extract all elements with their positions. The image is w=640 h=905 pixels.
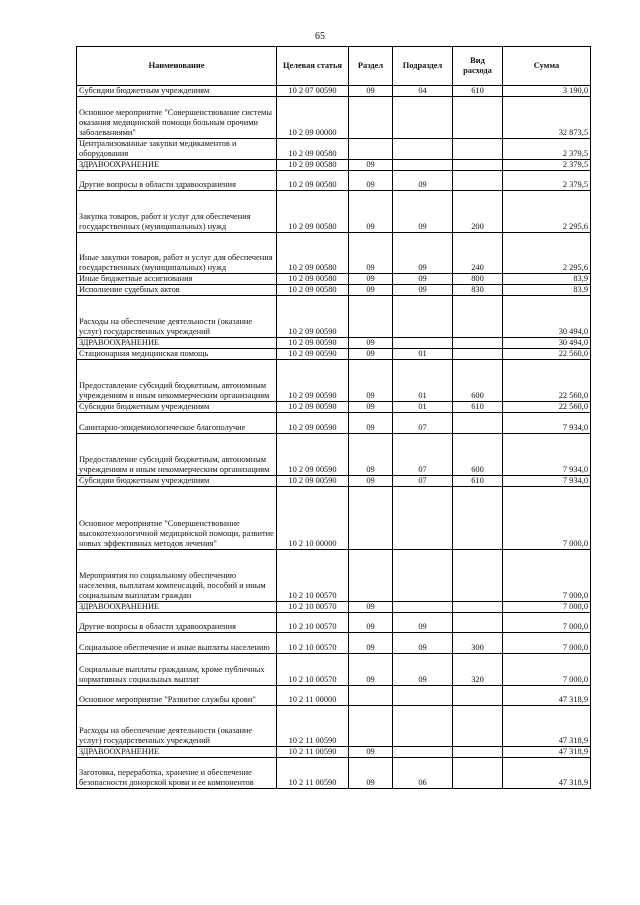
cell-type: 610 (453, 402, 503, 413)
table-row (77, 602, 591, 613)
cell-subsection: 01 (393, 402, 453, 413)
cell-type (453, 487, 503, 550)
cell-subsection: 07 (393, 413, 453, 434)
cell-target: 10 2 09 00580 (277, 233, 349, 274)
cell-target: 10 2 10 00570 (277, 602, 349, 613)
cell-section: 09 (349, 233, 393, 274)
cell-target: 10 2 09 00590 (277, 413, 349, 434)
cell-subsection: 09 (393, 233, 453, 274)
table-row (77, 338, 591, 349)
cell-sum: 7 000,0 (503, 487, 591, 550)
cell-sum: 22 560,0 (503, 349, 591, 360)
cell-target: 10 2 09 00590 (277, 296, 349, 338)
table-row (77, 233, 591, 274)
cell-section (349, 706, 393, 747)
cell-sum: 2 295,6 (503, 191, 591, 233)
cell-sum: 30 494,0 (503, 338, 591, 349)
cell-section: 09 (349, 191, 393, 233)
cell-target: 10 2 10 00570 (277, 550, 349, 602)
table-row (77, 360, 591, 402)
table-row (77, 160, 591, 171)
cell-subsection: 09 (393, 191, 453, 233)
cell-target: 10 2 07 00590 (277, 86, 349, 97)
cell-target: 10 2 11 00590 (277, 747, 349, 758)
cell-sum: 30 494,0 (503, 296, 591, 338)
cell-target: 10 2 09 00580 (277, 191, 349, 233)
cell-section: 09 (349, 360, 393, 402)
cell-subsection: 01 (393, 349, 453, 360)
cell-type (453, 349, 503, 360)
cell-subsection: 09 (393, 613, 453, 633)
cell-sum: 2 379,5 (503, 160, 591, 171)
cell-name: Другие вопросы в области здравоохранения (77, 613, 277, 633)
cell-sum: 83,9 (503, 274, 591, 285)
cell-name: Социальные выплаты гражданам, кроме публичных нормативных социальных выплат (77, 654, 277, 686)
table-row (77, 747, 591, 758)
cell-name: Санитарно-эпидемиологическое благополучие (77, 413, 277, 434)
cell-type (453, 706, 503, 747)
cell-sum: 47 318,9 (503, 686, 591, 706)
cell-name: Расходы на обеспечение деятельности (оказание услуг) государственных учреждений (77, 296, 277, 338)
table-row (77, 633, 591, 654)
cell-target: 10 2 10 00570 (277, 633, 349, 654)
cell-target: 10 2 09 00000 (277, 97, 349, 139)
cell-subsection (393, 602, 453, 613)
cell-target: 10 2 11 00590 (277, 758, 349, 789)
cell-type (453, 686, 503, 706)
cell-section: 09 (349, 613, 393, 633)
cell-section: 09 (349, 654, 393, 686)
cell-type: 600 (453, 360, 503, 402)
cell-type (453, 160, 503, 171)
cell-section (349, 97, 393, 139)
cell-section: 09 (349, 349, 393, 360)
cell-name: ЗДРАВООХРАНЕНИЕ (77, 160, 277, 171)
cell-subsection (393, 706, 453, 747)
cell-name: Основное мероприятие "Совершенствование системы оказания медицинской помощи больным прочими заболеваниями" (77, 97, 277, 139)
cell-section (349, 487, 393, 550)
table-row (77, 613, 591, 633)
table-row (77, 139, 591, 160)
cell-subsection: 09 (393, 274, 453, 285)
cell-subsection (393, 296, 453, 338)
cell-section: 09 (349, 274, 393, 285)
column-header-subsection: Подраздел (393, 47, 453, 86)
cell-type: 610 (453, 86, 503, 97)
cell-sum: 47 318,9 (503, 706, 591, 747)
cell-type (453, 97, 503, 139)
cell-type: 200 (453, 191, 503, 233)
cell-name: Заготовка, переработка, хранение и обеспечение безопасности донорской крови и ее компонентов (77, 758, 277, 789)
cell-sum: 7 000,0 (503, 654, 591, 686)
cell-sum: 22 560,0 (503, 402, 591, 413)
table-row (77, 654, 591, 686)
cell-name: Социальное обеспечение и иные выплаты населению (77, 633, 277, 654)
cell-section: 09 (349, 747, 393, 758)
cell-sum: 2 379,5 (503, 139, 591, 160)
cell-subsection: 01 (393, 360, 453, 402)
cell-section: 09 (349, 758, 393, 789)
cell-sum: 83,9 (503, 285, 591, 296)
cell-name: ЗДРАВООХРАНЕНИЕ (77, 747, 277, 758)
cell-name: Мероприятия по социальному обеспечению населения, выплатам компенсаций, пособий и иным социальным выплатам граждан (77, 550, 277, 602)
cell-section (349, 296, 393, 338)
cell-name: Стационарная медицинская помощь (77, 349, 277, 360)
cell-target: 10 2 11 00590 (277, 706, 349, 747)
cell-section: 09 (349, 413, 393, 434)
cell-type: 800 (453, 274, 503, 285)
cell-type: 830 (453, 285, 503, 296)
cell-section: 09 (349, 476, 393, 487)
column-header-expense-type: Вид расхода (453, 47, 503, 86)
cell-sum: 3 190,0 (503, 86, 591, 97)
cell-subsection: 09 (393, 285, 453, 296)
cell-name: Основное мероприятие "Развитие службы крови" (77, 686, 277, 706)
cell-sum: 7 000,0 (503, 613, 591, 633)
cell-target: 10 2 10 00570 (277, 613, 349, 633)
table-row (77, 686, 591, 706)
column-header-target: Целевая статья (277, 47, 349, 86)
cell-name: Исполнение судебных актов (77, 285, 277, 296)
cell-subsection (393, 338, 453, 349)
cell-type (453, 747, 503, 758)
cell-subsection (393, 487, 453, 550)
cell-target: 10 2 09 00580 (277, 285, 349, 296)
cell-subsection (393, 686, 453, 706)
table-row (77, 413, 591, 434)
cell-name: Централизованные закупки медикаментов и оборудования (77, 139, 277, 160)
cell-type (453, 296, 503, 338)
cell-section: 09 (349, 160, 393, 171)
cell-name: Иные бюджетные ассигнования (77, 274, 277, 285)
cell-type: 320 (453, 654, 503, 686)
cell-section: 09 (349, 602, 393, 613)
cell-section: 09 (349, 338, 393, 349)
cell-sum: 7 934,0 (503, 476, 591, 487)
cell-target: 10 2 09 00590 (277, 360, 349, 402)
cell-subsection: 09 (393, 171, 453, 191)
cell-sum: 2 295,6 (503, 233, 591, 274)
cell-sum: 7 934,0 (503, 413, 591, 434)
cell-subsection: 04 (393, 86, 453, 97)
cell-section: 09 (349, 171, 393, 191)
cell-name: Предоставление субсидий бюджетным, автономным учреждениям и иным некоммерческим организациям (77, 360, 277, 402)
cell-target: 10 2 09 00590 (277, 349, 349, 360)
cell-name: ЗДРАВООХРАНЕНИЕ (77, 338, 277, 349)
table-row (77, 171, 591, 191)
cell-target: 10 2 09 00590 (277, 402, 349, 413)
cell-section: 09 (349, 402, 393, 413)
table-row (77, 191, 591, 233)
table-row (77, 434, 591, 476)
cell-type (453, 139, 503, 160)
cell-subsection (393, 550, 453, 602)
cell-target: 10 2 09 00580 (277, 160, 349, 171)
cell-name: Расходы на обеспечение деятельности (оказание услуг) государственных учреждений (77, 706, 277, 747)
table-row (77, 487, 591, 550)
cell-section: 09 (349, 633, 393, 654)
cell-subsection: 06 (393, 758, 453, 789)
cell-sum: 2 379,5 (503, 171, 591, 191)
cell-name: Субсидии бюджетным учреждениям (77, 402, 277, 413)
table-row (77, 476, 591, 487)
table-row (77, 296, 591, 338)
cell-subsection (393, 139, 453, 160)
cell-section: 09 (349, 86, 393, 97)
cell-type (453, 413, 503, 434)
cell-sum: 22 560,0 (503, 360, 591, 402)
cell-sum: 47 318,9 (503, 758, 591, 789)
cell-target: 10 2 09 00580 (277, 171, 349, 191)
cell-target: 10 2 09 00590 (277, 338, 349, 349)
cell-name: Другие вопросы в области здравоохранения (77, 171, 277, 191)
cell-section (349, 686, 393, 706)
cell-type: 610 (453, 476, 503, 487)
cell-name: Основное мероприятие "Совершенствование высокотехнологичной медицинской помощи, развитие новых эффективных методов лечения" (77, 487, 277, 550)
cell-subsection (393, 747, 453, 758)
cell-target: 10 2 09 00590 (277, 476, 349, 487)
cell-subsection: 09 (393, 654, 453, 686)
cell-target: 10 2 10 00570 (277, 654, 349, 686)
cell-name: Субсидии бюджетным учреждениям (77, 476, 277, 487)
cell-name: Иные закупки товаров, работ и услуг для обеспечения государственных (муниципальных) нужд (77, 233, 277, 274)
table-row (77, 97, 591, 139)
table-row (77, 706, 591, 747)
cell-type (453, 613, 503, 633)
cell-sum: 7 000,0 (503, 602, 591, 613)
table-row (77, 758, 591, 789)
cell-subsection (393, 160, 453, 171)
cell-section (349, 550, 393, 602)
table-header-row (77, 47, 591, 86)
cell-type: 300 (453, 633, 503, 654)
cell-sum: 32 873,5 (503, 97, 591, 139)
cell-name: ЗДРАВООХРАНЕНИЕ (77, 602, 277, 613)
page-number: 65 (315, 31, 325, 42)
cell-type: 240 (453, 233, 503, 274)
cell-section: 09 (349, 285, 393, 296)
cell-name: Закупка товаров, работ и услуг для обеспечения государственных (муниципальных) нужд (77, 191, 277, 233)
cell-sum: 7 000,0 (503, 550, 591, 602)
table-row (77, 550, 591, 602)
cell-type (453, 171, 503, 191)
cell-type (453, 550, 503, 602)
cell-type: 600 (453, 434, 503, 476)
cell-subsection: 07 (393, 434, 453, 476)
cell-target: 10 2 10 00000 (277, 487, 349, 550)
cell-subsection: 07 (393, 476, 453, 487)
cell-target: 10 2 09 00580 (277, 274, 349, 285)
table-row (77, 349, 591, 360)
cell-sum: 47 318,9 (503, 747, 591, 758)
cell-sum: 7 000,0 (503, 633, 591, 654)
cell-type (453, 602, 503, 613)
table-row (77, 402, 591, 413)
column-header-sum: Сумма (503, 47, 591, 86)
cell-type (453, 338, 503, 349)
cell-target: 10 2 11 00000 (277, 686, 349, 706)
cell-subsection (393, 97, 453, 139)
column-header-name: Наименование (77, 47, 277, 86)
budget-table (76, 46, 591, 789)
cell-type (453, 758, 503, 789)
cell-target: 10 2 09 00580 (277, 139, 349, 160)
cell-subsection: 09 (393, 633, 453, 654)
cell-target: 10 2 09 00590 (277, 434, 349, 476)
cell-section: 09 (349, 434, 393, 476)
table-row (77, 285, 591, 296)
cell-name: Предоставление субсидий бюджетным, автономным учреждениям и иным некоммерческим организациям (77, 434, 277, 476)
cell-section (349, 139, 393, 160)
cell-name: Субсидии бюджетным учреждениям (77, 86, 277, 97)
cell-sum: 7 934,0 (503, 434, 591, 476)
table-row (77, 86, 591, 97)
column-header-section: Раздел (349, 47, 393, 86)
table-row (77, 274, 591, 285)
